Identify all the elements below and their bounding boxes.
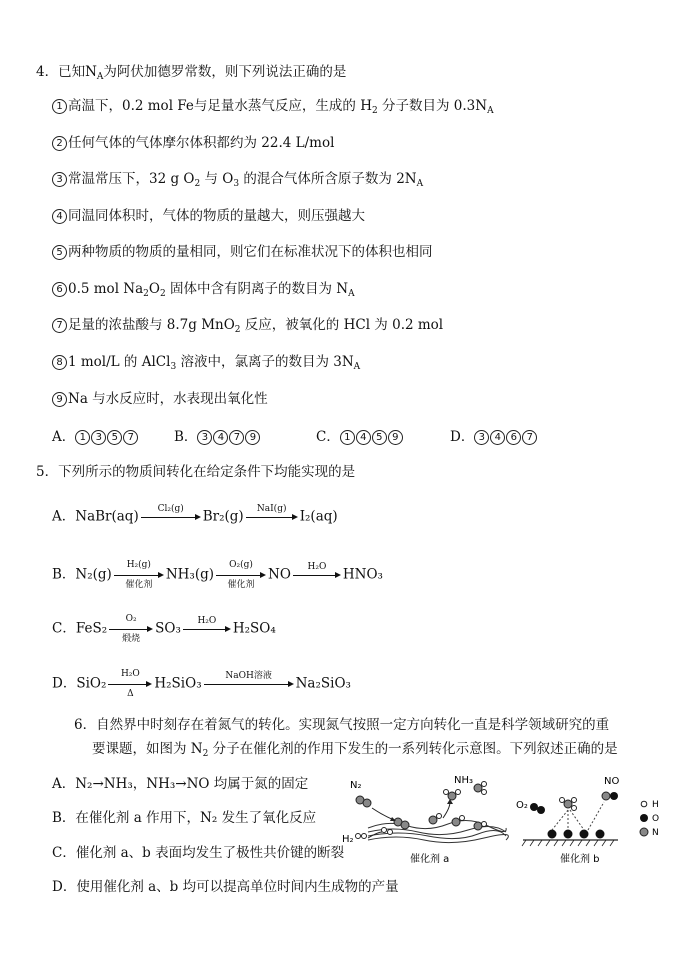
q4-statement: 6 0.5 mol $Na_2O_2$ 固体中含有阴离子的数目为 $N_A$ (52, 280, 355, 298)
catalyst-b-molecules (530, 792, 618, 839)
label-catalyst-a: 催化剂 a (410, 854, 450, 865)
q6-option-a: A．N₂→NH₃，NH₃→NO 均属于氮的固定 (52, 776, 309, 792)
q5-option-a: A．NaBr(aq) Cl₂(g) Br₂(g) NaI(g) I₂(aq) (52, 504, 338, 525)
q5-stem: 5．下列所示的物质间转化在给定条件下均能实现的是 (36, 464, 356, 480)
q4-statement: 5 两种物质的物质的量相同，则它们在标准状况下的体积也相同 (52, 243, 433, 261)
legend (640, 800, 659, 838)
circled-number: 8 (52, 355, 67, 370)
q4-option-b: B． 3 4 7 9 (174, 428, 261, 446)
circled-number: 9 (52, 392, 67, 407)
q6-option-b: B．在催化剂 a 作用下，N₂ 发生了氧化反应 (52, 810, 317, 826)
q5-option-d: D．SiO₂ $\frac{\text{H₂O}}{\Delta}$ H₂SiO₃ NaOH溶液 Na₂SiO₃ (52, 669, 351, 699)
q4-option-c: C． 1 4 5 9 (316, 428, 404, 446)
label-nh3: NH₃ (454, 775, 474, 786)
circled-number: 1 (52, 99, 67, 114)
label-catalyst-b: 催化剂 b (560, 854, 600, 865)
q4-statement: 8 1 mol/L 的 AlCl$_3$ 溶液中，氯离子的数目为 $3N_A$ (52, 353, 360, 371)
q4-statement: 9 Na 与水反应时，水表现出氧化性 (52, 390, 268, 408)
circled-number: 7 (52, 318, 67, 333)
circled-number: 2 (52, 136, 67, 151)
q4-option-a: A． 1 3 5 7 (52, 428, 139, 446)
catalyst-b-surface (522, 840, 618, 846)
legend-h: H (652, 800, 659, 810)
catalyst-diagram (338, 770, 668, 870)
q6-stem-line1: 6．自然界中时刻存在着氮气的转化。实现氮气按照一定方向转化一直是科学领域研究的重 (74, 717, 610, 733)
circled-number: 6 (52, 282, 67, 297)
label-n2: N₂ (350, 780, 362, 791)
q4-statement: 7 足量的浓盐酸与 8.7g MnO$_2$ 反应，被氧化的 HCl 为 0.2 mol (52, 316, 443, 334)
q6-option-d: D．使用催化剂 a、b 均可以提高单位时间内生成物的产量 (52, 879, 399, 895)
label-no: NO (604, 776, 620, 787)
circled-number: 3 (52, 172, 67, 187)
label-h2: H₂ (342, 834, 354, 845)
q6-option-c: C．催化剂 a、b 表面均发生了极性共价键的断裂 (52, 845, 345, 861)
q5-option-b: B．N₂(g) H₂(g) 催化剂 NH₃(g) O₂(g) 催化剂 NO H₂O HNO₃ (52, 560, 383, 590)
q4-stem: 4．已知$N_A$为阿伏加德罗常数，则下列说法正确的是 (36, 64, 347, 82)
q4-statement: 3 常温常压下，32 g $O_2$ 与 $O_3$ 的混合气体所含原子数为 $2N_A$ (52, 170, 423, 188)
q6-stem-line2: 要课题，如图为 $N_2$ 分子在催化剂的作用下发生的一系列转化示意图。下列叙述正确的是 (92, 741, 618, 759)
q5-option-c: C．FeS₂ O₂ 煅烧 SO₃ H₂O H₂SO₄ (52, 614, 276, 644)
q4-statement: 1 高温下，0.2 mol Fe与足量水蒸气反应，生成的 $H_2$ 分子数目为 $0.3N_A$ (52, 97, 494, 115)
legend-o: O (652, 814, 660, 824)
legend-n: N (652, 828, 659, 838)
q4-option-d: D． 3 4 6 7 (450, 428, 538, 446)
circled-number: 4 (52, 209, 67, 224)
label-o2: O₂ (516, 800, 528, 811)
q4-statement: 2 任何气体的气体摩尔体积都约为 22.4 L/mol (52, 134, 334, 152)
circled-number: 5 (52, 245, 67, 260)
q4-statement: 4 同温同体积时，气体的物质的量越大，则压强越大 (52, 207, 365, 225)
